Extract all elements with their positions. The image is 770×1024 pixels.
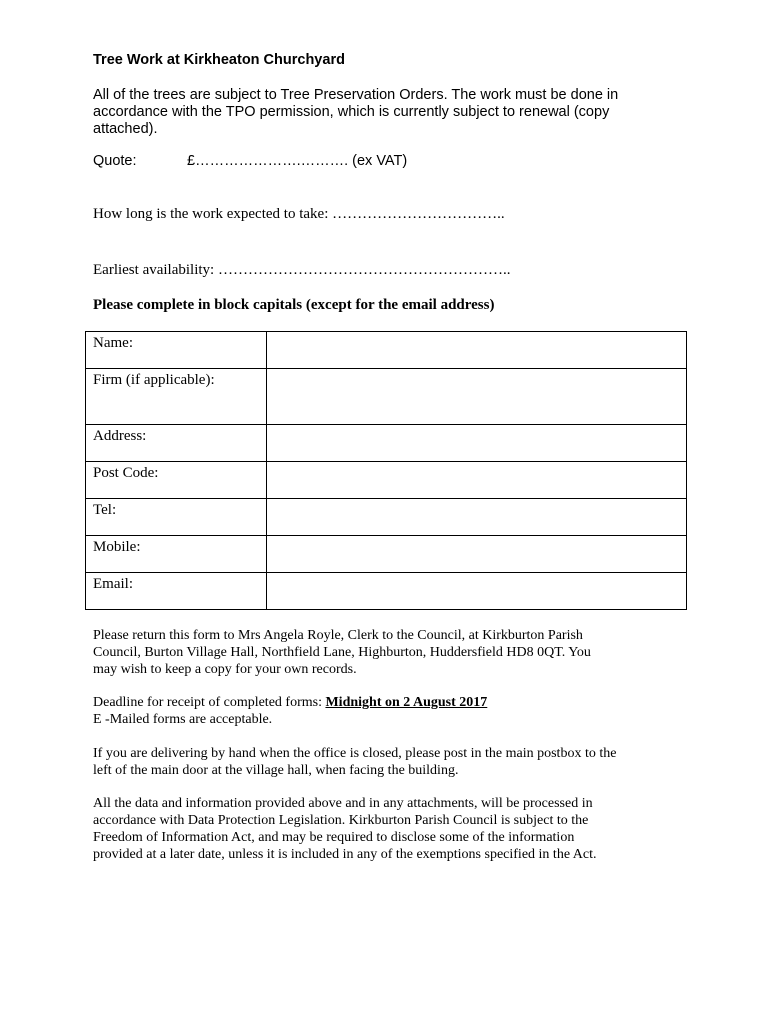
return-instructions — [93, 627, 693, 678]
address-field[interactable] — [267, 425, 686, 450]
return-line: Council, Burton Village Hall, Northfield Lane, Highburton, Huddersfield HD8 0QT. You — [93, 645, 591, 660]
quote-label: Quote: — [93, 153, 137, 169]
delivery-line: left of the main door at the village hall, when facing the building. — [93, 763, 459, 778]
mobile-label: Mobile: — [86, 536, 267, 573]
duration-question[interactable]: How long is the work expected to take: …………………………….. — [93, 206, 505, 222]
table-row — [86, 425, 687, 462]
delivery-instructions — [93, 745, 693, 779]
intro-paragraph — [93, 87, 693, 138]
firm-label: Firm (if applicable): — [86, 369, 267, 425]
data-protection-line: All the data and information provided above and in any attachments, will be processed in — [93, 796, 593, 811]
postcode-field[interactable] — [267, 462, 686, 487]
postcode-label: Post Code: — [86, 462, 267, 499]
data-protection-notice — [93, 795, 693, 863]
name-field[interactable] — [267, 332, 686, 357]
name-label: Name: — [86, 332, 267, 369]
contact-details-table — [85, 331, 687, 610]
deadline-date: Midnight on 2 August 2017 — [325, 695, 488, 710]
table-row — [86, 499, 687, 536]
delivery-line: If you are delivering by hand when the office is closed, please post in the main postbox to the — [93, 746, 617, 761]
mobile-field[interactable] — [267, 536, 686, 561]
data-protection-line: Freedom of Information Act, and may be required to disclose some of the information — [93, 830, 575, 845]
emailed-note: E -Mailed forms are acceptable. — [93, 712, 273, 727]
email-label: Email: — [86, 573, 267, 610]
deadline-prefix: Deadline for receipt of completed forms: — [93, 695, 326, 710]
table-row — [86, 462, 687, 499]
table-row — [86, 573, 687, 610]
email-cell — [267, 573, 687, 610]
intro-line: All of the trees are subject to Tree Preservation Orders. The work must be done in — [93, 87, 619, 103]
return-line: may wish to keep a copy for your own records. — [93, 662, 357, 677]
block-capitals-note: Please complete in block capitals (except for the email address) — [93, 297, 495, 313]
mobile-cell — [267, 536, 687, 573]
name-cell — [267, 332, 687, 369]
tel-field[interactable] — [267, 499, 686, 524]
data-protection-line: provided at a later date, unless it is included in any of the exemptions specified in the Act. — [93, 847, 597, 862]
address-cell — [267, 425, 687, 462]
data-protection-line: accordance with Data Protection Legislation. Kirkburton Parish Council is subject to the — [93, 813, 589, 828]
deadline-paragraph — [93, 694, 693, 728]
firm-field[interactable] — [267, 369, 686, 394]
table-row — [86, 332, 687, 369]
return-line: Please return this form to Mrs Angela Royle, Clerk to the Council, at Kirkburton Parish — [93, 628, 583, 643]
intro-line: accordance with the TPO permission, which is currently subject to renewal (copy — [93, 104, 610, 120]
postcode-cell — [267, 462, 687, 499]
deadline-line — [93, 694, 693, 711]
firm-cell — [267, 369, 687, 425]
tel-label: Tel: — [86, 499, 267, 536]
document-title: Tree Work at Kirkheaton Churchyard — [93, 52, 345, 68]
quote-field[interactable]: £………………….………. (ex VAT) — [187, 153, 408, 169]
table-row — [86, 536, 687, 573]
table-row — [86, 369, 687, 425]
address-label: Address: — [86, 425, 267, 462]
availability-question[interactable]: Earliest availability: ………………………………………………….. — [93, 262, 511, 278]
intro-line: attached). — [93, 121, 158, 137]
email-field[interactable] — [267, 573, 686, 598]
tel-cell — [267, 499, 687, 536]
